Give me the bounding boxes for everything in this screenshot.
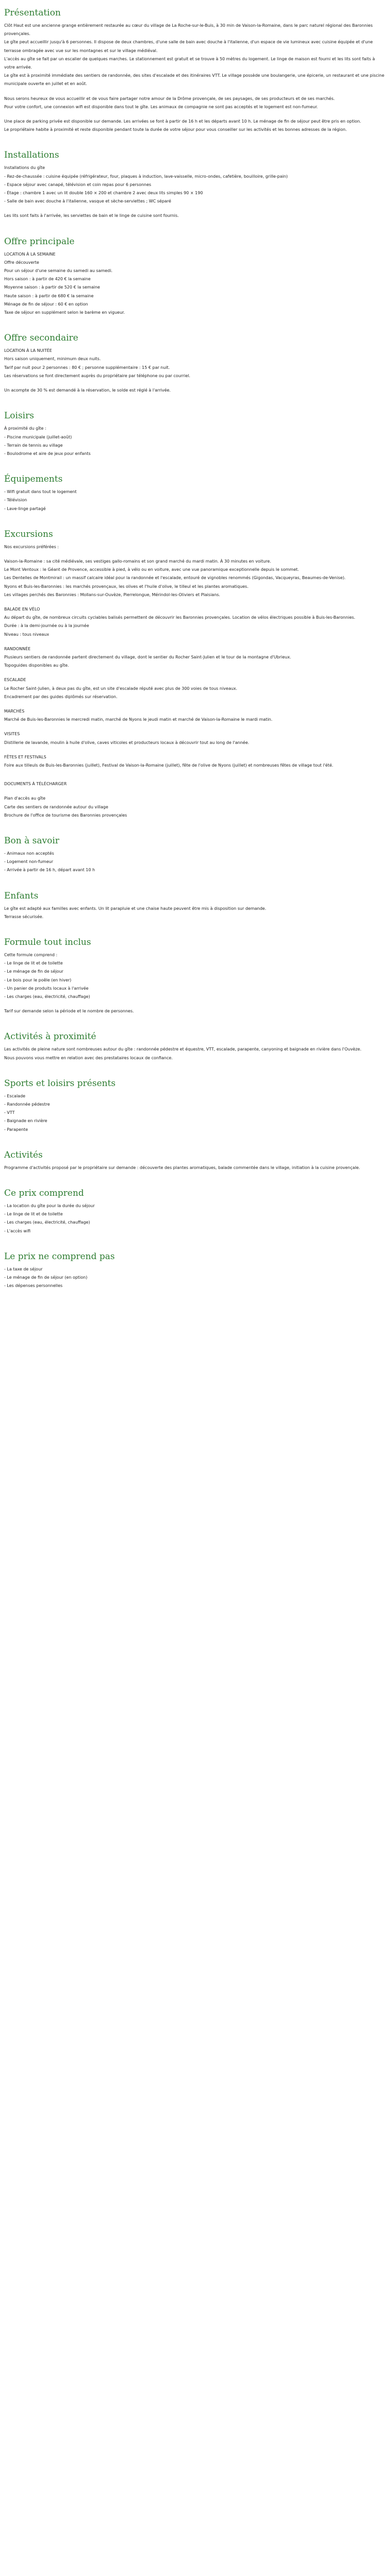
line: - Un panier de produits locaux à l'arrivée [4, 986, 89, 991]
list-item: - Wifi gratuit dans tout le logement [4, 489, 77, 495]
list-item: - Terrain de tennis au village [4, 443, 63, 448]
line: Foire aux tilleuls de Buis-les-Baronnies (juillet), Festival de Vaison-la-Romaine (juillet), fête de l'olive de Nyons (juillet) et nombreuses fêtes de village tout l'été. [4, 762, 334, 768]
section-title: Excursions [4, 529, 53, 539]
line: Distillerie de lavande, moulin à huile d'olive, caves viticoles et producteurs locaux à découvrir tout au long de l'année. [4, 740, 250, 745]
line: Taxe de séjour en supplément selon le barème en vigueur. [4, 310, 125, 315]
paragraph: Les villages perchés des Baronnies : Mollans-sur-Ouvèze, Pierrelongue, Mérindol-les-Oliviers et Plaisians. [4, 592, 220, 597]
list-item: - Étage : chambre 1 avec un lit double 160 × 200 et chambre 2 avec deux lits simples 90 × 190 [4, 191, 203, 196]
section-bon-a-savoir [4, 835, 387, 875]
line: - Le bois pour le poêle (en hiver) [4, 977, 72, 982]
list-item: - Salle de bain avec douche à l'italienne, vasque et sèche-serviettes ; WC séparé [4, 199, 171, 204]
block-heading: BALADE EN VÉLO [4, 606, 40, 612]
list-item: - VTT [4, 1110, 15, 1115]
section-title: Activités à proximité [4, 1031, 96, 1042]
paragraph: L'accès au gîte se fait par un escalier de quelques marches. Le stationnement est gratuit et se trouve à 50 mètres du logement. Le linge de maison est fourni et les lits sont faits à votre arrivée. [4, 56, 375, 70]
list-item: - La location du gîte pour la durée du séjour [4, 1204, 95, 1209]
block-heading: FÊTES ET FESTIVALS [4, 754, 46, 759]
line: Programme d'activités proposé par le propriétaire sur demande : découverte des plantes aromatiques, balade commentée dans le village, initiation à la cuisine provençale. [4, 1165, 360, 1170]
paragraph: Le Mont Ventoux : le Géant de Provence, accessible à pied, à vélo ou en voiture, avec une vue panoramique exceptionnelle depuis le sommet. [4, 567, 299, 572]
section-title: DOCUMENTS À TÉLÉCHARGER [4, 782, 67, 787]
list-item: - La taxe de séjour [4, 1266, 43, 1272]
excursion-block [4, 645, 387, 670]
list-item: - Animaux non acceptés [4, 851, 54, 856]
section-presentation [4, 7, 387, 134]
list-item: - Piscine municipale (juillet-août) [4, 434, 72, 439]
line: Ménage de fin de séjour : 60 € en option [4, 301, 88, 307]
line: - Le linge de lit et de toilette [4, 961, 63, 966]
list-item: - Rez-de-chaussée : cuisine équipée (réfrigérateur, four, plaques à induction, lave-vaisselle, micro-ondes, cafetière, bouilloire, grille-pain) [4, 174, 288, 179]
section-title: Présentation [4, 8, 61, 18]
line: - Les charges (eau, électricité, chauffage) [4, 994, 90, 999]
section-documents [4, 780, 387, 820]
list-item: - Baignade en rivière [4, 1118, 47, 1124]
line: Tarif par nuit pour 2 personnes : 80 € ; personne supplémentaire : 15 € par nuit. [4, 365, 170, 370]
section-equipements [4, 473, 387, 513]
section-installations [4, 149, 387, 220]
block-heading: MARCHÉS [4, 708, 25, 714]
paragraph: Clôt Haut est une ancienne grange entièrement restaurée au cœur du village de La Roche-sur-le-Buis, à 30 min de Vaison-la-Romaine, dans le parc naturel régional des Baronnies provençales. [4, 23, 373, 37]
block-heading: RANDONNÉE [4, 646, 31, 651]
list-item: - Télévision [4, 498, 27, 503]
line: Pour un séjour d'une semaine du samedi au samedi. [4, 268, 113, 274]
note: Un acompte de 30 % est demandé à la réservation, le solde est réglé à l'arrivée. [4, 388, 171, 393]
section-activites-proximite [4, 1031, 387, 1062]
section-offre-principale [4, 236, 387, 317]
line: Topoguides disponibles au gîte. [4, 663, 69, 668]
line: Encadrement par des guides diplômés sur réservation. [4, 694, 118, 699]
line: LOCATION À LA NUITÉE [4, 348, 52, 353]
intro: Nos excursions préférées : [4, 544, 59, 549]
list-item: - Randonnée pédestre [4, 1102, 50, 1107]
section-title: Le prix ne comprend pas [4, 1251, 115, 1262]
excursion-block [4, 753, 387, 770]
note: Tarif sur demande selon la période et le nombre de personnes. [4, 1009, 134, 1014]
section-title: Loisirs [4, 411, 34, 421]
section-title: Formule tout inclus [4, 937, 91, 948]
excursion-block [4, 605, 387, 639]
paragraph: Pour votre confort, une connexion wifi est disponible dans tout le gîte. Les animaux de compagnie ne sont pas acceptés et le logement est non-fumeur. [4, 104, 318, 109]
list-item: - Lave-linge partagé [4, 506, 46, 511]
list-item: - Les charges (eau, électricité, chauffage) [4, 1220, 90, 1225]
paragraph: Les Dentelles de Montmirail : un massif calcaire idéal pour la randonnée et l'escalade, entouré de vignobles renommés (Gigondas, Vacqueyras, Beaumes-de-Venise). [4, 575, 346, 581]
section-title: Offre principale [4, 236, 75, 247]
section-title: Activités [4, 1149, 43, 1160]
line: Le gîte est adapté aux familles avec enfants. Un lit parapluie et une chaise haute peuvent être mis à disposition sur demande. [4, 906, 267, 911]
line: - Le ménage de fin de séjour [4, 969, 63, 974]
list-item: - Le ménage de fin de séjour (en option) [4, 1275, 88, 1280]
subtitle: Installations du gîte [4, 165, 45, 171]
section-excursions [4, 529, 387, 770]
line: Les activités de pleine nature sont nombreuses autour du gîte : randonnée pédestre et équestre, VTT, escalade, parapente, canyoning et baignade en rivière dans l'Ouvèze. [4, 1047, 362, 1052]
section-prix-ne-comprend-pas [4, 1251, 387, 1291]
line: Les réservations se font directement auprès du propriétaire par téléphone ou par courriel. [4, 373, 190, 378]
list-item: - Boulodrome et aire de jeux pour enfants [4, 451, 91, 456]
line: LOCATION À LA SEMAINE [4, 251, 56, 257]
line: Niveau : tous niveaux [4, 632, 50, 637]
excursion-block [4, 707, 387, 724]
list-item: - Logement non-fumeur [4, 859, 53, 865]
line: Plusieurs sentiers de randonnée partent directement du village, dont le sentier du Rocher Saint-Julien et le tour de la montagne d'Ubrieux. [4, 654, 291, 659]
line: Hors saison : à partir de 420 € la semaine [4, 277, 91, 282]
list-item: - L'accès wifi [4, 1228, 31, 1233]
line: Cette formule comprend : [4, 953, 58, 958]
section-loisirs [4, 410, 387, 458]
section-title: Ce prix comprend [4, 1188, 84, 1199]
line: Offre découverte [4, 260, 39, 265]
line: Durée : à la demi-journée ou à la journée [4, 623, 89, 629]
paragraph: Le gîte est à proximité immédiate des sentiers de randonnée, des sites d'escalade et des itinéraires VTT. Le village possède une boulangerie, une épicerie, un restaurant et une piscine municipale ouverte en juillet et en août. [4, 73, 385, 87]
paragraph: Le propriétaire habite à proximité et reste disponible pendant toute la durée de votre séjour pour vous conseiller sur les activités et les bonnes adresses de la région. [4, 127, 347, 132]
paragraph: Vaison-la-Romaine : sa cité médiévale, ses vestiges gallo-romains et son grand marché du mardi matin. À 30 minutes en voiture. [4, 558, 271, 564]
line: Moyenne saison : à partir de 520 € la semaine [4, 285, 100, 290]
line: Nous pouvons vous mettre en relation avec des prestataires locaux de confiance. [4, 1055, 173, 1060]
paragraph: Une place de parking privée est disponible sur demande. Les arrivées se font à partir de 16 h et les départs avant 10 h. Le ménage de fin de séjour peut être pris en option. [4, 119, 362, 124]
block-heading: ESCALADE [4, 677, 26, 683]
block-heading: VISITES [4, 732, 20, 737]
list-item: - Arrivée à partir de 16 h, départ avant 10 h [4, 868, 95, 873]
line: Marché de Buis-les-Baronnies le mercredi matin, marché de Nyons le jeudi matin et marché de Vaison-la-Romaine le mardi matin. [4, 717, 273, 722]
section-prix-comprend [4, 1188, 387, 1235]
paragraph: Nous serons heureux de vous accueillir et de vous faire partager notre amour de la Drôme provençale, de ses paysages, de ses producteurs et de ses marchés. [4, 96, 335, 101]
document-link[interactable]: Brochure de l'office de tourisme des Baronnies provençales [4, 812, 127, 818]
paragraph: Le gîte peut accueillir jusqu'à 6 personnes. Il dispose de deux chambres, d'une salle de bain avec douche à l'italienne, d'un espace de vie lumineux avec cuisine équipée et d'une terrasse ombragée avec vue sur les montagnes et sur le village médiéval. [4, 40, 373, 53]
paragraph: Nyons et Buis-les-Baronnies : les marchés provençaux, les olives et l'huile d'olive, le tilleul et les plantes aromatiques. [4, 584, 249, 589]
line: Au départ du gîte, de nombreux circuits cyclables balisés permettent de découvrir les Baronnies provençales. Location de vélos électriques possible à Buis-les-Baronnies. [4, 615, 355, 620]
intro: À proximité du gîte : [4, 426, 46, 431]
section-title: Équipements [4, 474, 63, 485]
line: Hors saison uniquement, minimum deux nuits. [4, 357, 101, 362]
line: Haute saison : à partir de 680 € la semaine [4, 293, 94, 298]
section-title: Offre secondaire [4, 333, 78, 344]
section-activites [4, 1149, 387, 1172]
document-link[interactable]: Plan d'accès au gîte [4, 796, 46, 801]
document-link[interactable]: Carte des sentiers de randonnée autour du village [4, 804, 108, 809]
section-sports-loisirs [4, 1078, 387, 1134]
list-item: - Espace séjour avec canapé, télévision et coin repas pour 6 personnes [4, 182, 152, 187]
section-enfants [4, 890, 387, 921]
list [4, 173, 387, 206]
line: Terrasse sécurisée. [4, 914, 44, 919]
excursion-block [4, 730, 387, 747]
list-item: - Le linge de lit et de toilette [4, 1212, 63, 1217]
section-formule-tout-inclus [4, 937, 387, 1015]
line: Le Rocher Saint-Julien, à deux pas du gîte, est un site d'escalade réputé avec plus de 300 voies de tous niveaux. [4, 686, 237, 691]
excursion-block [4, 676, 387, 701]
note: Les lits sont faits à l'arrivée, les serviettes de bain et le linge de cuisine sont fournis. [4, 213, 179, 218]
list-item: - Les dépenses personnelles [4, 1283, 63, 1289]
list-item: - Parapente [4, 1127, 28, 1132]
section-title: Sports et loisirs présents [4, 1078, 116, 1089]
section-title: Installations [4, 150, 59, 161]
section-title: Bon à savoir [4, 836, 59, 846]
section-title: Enfants [4, 890, 39, 901]
list-item: - Escalade [4, 1093, 26, 1098]
section-offre-secondaire [4, 332, 387, 395]
